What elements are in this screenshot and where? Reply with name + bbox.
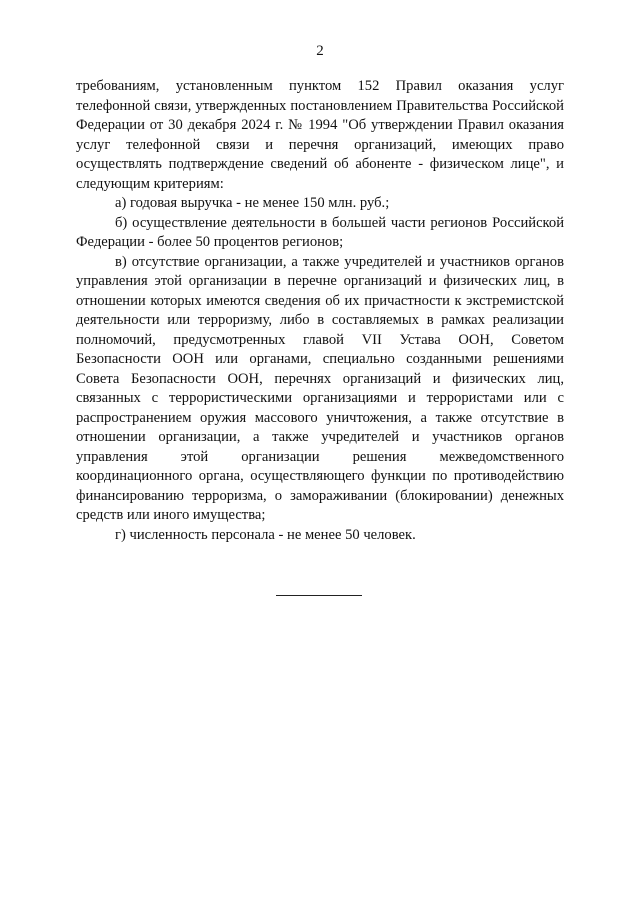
paragraph-continuation: требованиям, установленным пунктом 152 Правил оказания услуг телефонной связи, утвержденных постановлением Правительства Российской Федерации от 30 декабря 2024 г. № 1994 "Об утверждении Правил оказания услуг телефонной связи и перечня организаций, имеющих право осуществлять подтверждение сведений об абоненте - физическом лице", и следующим критериям: bbox=[76, 78, 564, 192]
end-divider-line bbox=[276, 595, 362, 596]
page-number: 2 bbox=[316, 43, 324, 59]
criterion-g: г) численность персонала - не менее 50 человек. bbox=[115, 526, 416, 543]
criterion-b: б) осуществление деятельности в большей части регионов Российской Федерации - более 50 процентов регионов; bbox=[76, 214, 564, 250]
document-body bbox=[76, 77, 564, 545]
criterion-a: а) годовая выручка - не менее 150 млн. руб.; bbox=[115, 195, 390, 211]
criterion-v: в) отсутствие организации, а также учредителей и участников органов управления этой организации в перечне организаций и физических лиц, в отношении которых имеются сведения об их причастности к экстремистской деятельности или терроризму, либо в составляемых в рамках реализации полномочий, предусмотренных главой VII Устава ООН, Советом Безопасности ООН или органами, специально созданными решениями Совета Безопасности ООН, перечнях организаций и физических лиц, связанных с террористическими организациями и террористами или с распространением оружия массового уничтожения, а также отсутствие в отношении организации, а также учредителей и участников органов управления этой организации решения межведомственного координационного органа, осуществляющего функции по противодействию финансированию терроризма, о замораживании (блокировании) денежных средств или иного имущества; bbox=[76, 253, 564, 523]
